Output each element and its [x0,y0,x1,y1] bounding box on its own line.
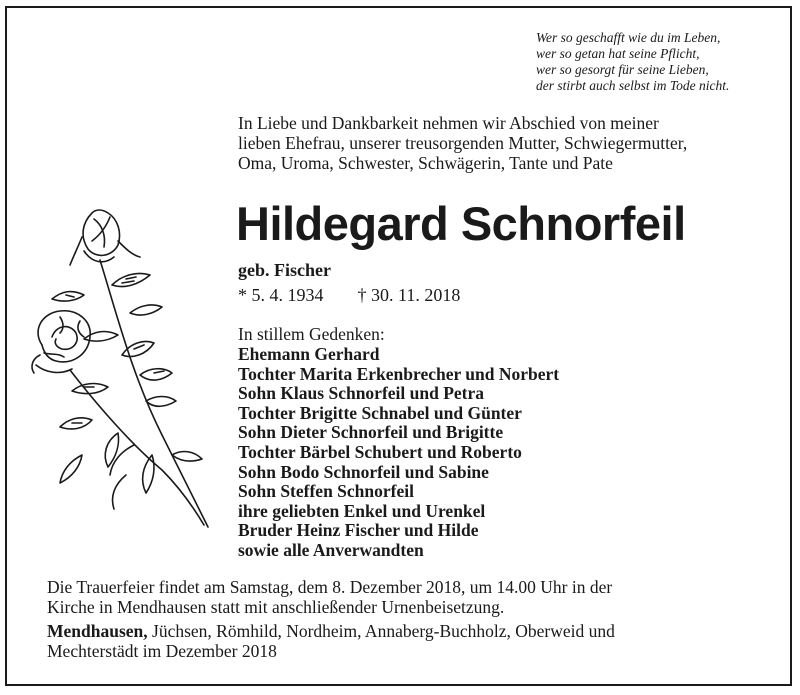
mourner-line: Bruder Heinz Fischer und Hilde [238,520,479,541]
mourner-line: Sohn Steffen Schnorfeil [238,481,414,502]
place-line: Mechterstädt im Dezember 2018 [47,641,277,661]
place-date [47,621,615,661]
mourners-list [238,345,559,561]
birth-date: * 5. 4. 1934 [238,285,324,305]
mourners-title: In stillem Gedenken: [238,324,385,344]
intro-line: lieben Ehefrau, unserer treusorgenden Mutter, Schwiegermutter, [238,133,688,153]
mourner-line: Tochter Marita Erkenbrecher und Norbert [238,363,560,384]
intro-text [238,113,758,173]
place-line [47,621,615,641]
poem-line: wer so gesorgt für seine Lieben, [536,62,709,77]
mourner-line: Tochter Brigitte Schnabel und Günter [238,402,522,423]
life-dates [238,284,460,306]
mourner-line: sowie alle Anverwandten [238,539,424,560]
mourner-line: Sohn Dieter Schnorfeil und Brigitte [238,422,504,443]
town-name: Mendhausen, [47,621,148,641]
mourner-line: Sohn Bodo Schnorfeil und Sabine [238,461,489,482]
poem-line: wer so getan hat seine Pflicht, [536,46,700,61]
poem-line: Wer so geschafft wie du im Leben, [536,30,721,45]
poem [536,30,729,94]
mourner-line: ihre geliebten Enkel und Urenkel [238,500,486,521]
deceased-name: Hildegard Schnorfeil [236,197,686,250]
funeral-info [47,577,612,617]
poem-line: der stirbt auch selbst im Tode nicht. [536,78,730,93]
maiden-name: geb. Fischer [238,260,331,280]
intro-line: Oma, Uroma, Schwester, Schwägerin, Tante und Pate [238,153,613,173]
rose-icon [22,205,232,535]
place-rest: Jüchsen, Römhild, Nordheim, Annaberg-Buchholz, Oberweid und [147,621,615,641]
mourner-line: Ehemann Gerhard [238,344,380,364]
intro-line: In Liebe und Dankbarkeit nehmen wir Abschied von meiner [238,113,659,133]
mourner-line: Tochter Bärbel Schubert und Roberto [238,441,522,462]
funeral-line: Die Trauerfeier findet am Samstag, dem 8. Dezember 2018, um 14.00 Uhr in der [47,577,613,597]
funeral-line: Kirche in Mendhausen statt mit anschließender Urnenbeisetzung. [47,597,505,617]
death-date: † 30. 11. 2018 [357,285,461,305]
mourner-line: Sohn Klaus Schnorfeil und Petra [238,383,485,404]
